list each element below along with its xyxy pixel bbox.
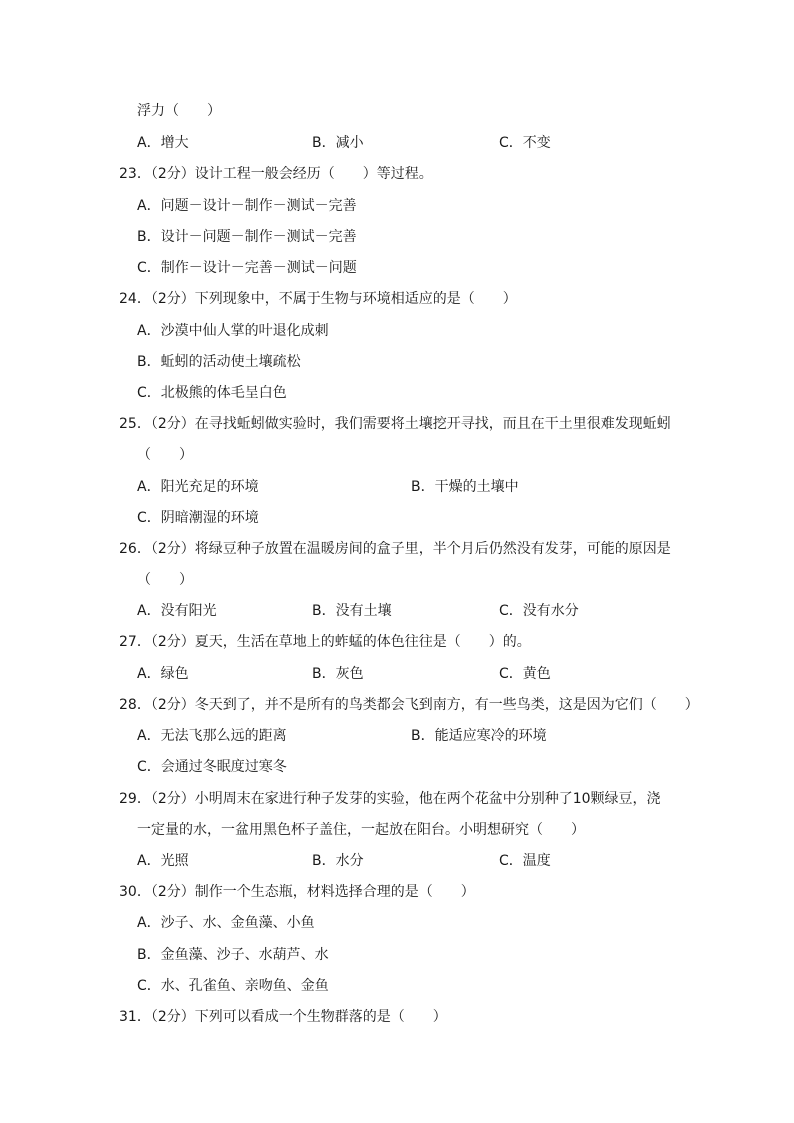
q29-option-b: B．水分 bbox=[312, 853, 364, 869]
q29-option-a: A．光照 bbox=[137, 853, 189, 869]
q28-option-c: C．会通过冬眠度过寒冬 bbox=[137, 759, 287, 775]
q28-option-b: B．能适应寒冷的环境 bbox=[411, 728, 547, 744]
q24-option-c: C．北极熊的体毛呈白色 bbox=[137, 385, 287, 401]
q23-option-a: A．问题－设计－制作－测试－完善 bbox=[137, 198, 357, 214]
q25-option-b: B．干燥的土壤中 bbox=[411, 479, 519, 495]
q30-option-a: A．沙子、水、金鱼藻、小鱼 bbox=[137, 915, 315, 931]
q30-option-c: C．水、孔雀鱼、亲吻鱼、金鱼 bbox=[137, 978, 329, 994]
question-31-stem: 31．（2分）下列可以看成一个生物群落的是（ ） bbox=[119, 1009, 447, 1025]
q27-option-b: B．灰色 bbox=[312, 666, 364, 682]
q22-option-b: B．减小 bbox=[312, 135, 364, 151]
q26-option-b: B．没有土壤 bbox=[312, 603, 392, 619]
q27-option-c: C．黄色 bbox=[499, 666, 551, 682]
q26-option-a: A．没有阳光 bbox=[137, 603, 217, 619]
q25-option-a: A．阳光充足的环境 bbox=[137, 479, 259, 495]
question-25-stem: 25．（2分）在寻找蚯蚓做实验时，我们需要将土壤挖开寻找，而且在干土里很难发现蚯蚓 bbox=[119, 416, 671, 432]
question-28-stem: 28．（2分）冬天到了，并不是所有的鸟类都会飞到南方，有一些鸟类，这是因为它们（ ） bbox=[119, 697, 699, 713]
q29-option-c: C．温度 bbox=[499, 853, 551, 869]
q24-option-a: A．沙漠中仙人掌的叶退化成刺 bbox=[137, 323, 329, 339]
q23-option-b: B．设计－问题－制作－测试－完善 bbox=[137, 229, 357, 245]
question-27-stem: 27．（2分）夏天，生活在草地上的蚱蜢的体色往往是（ ）的。 bbox=[119, 634, 531, 650]
question-29-stem: 29．（2分）小明周末在家进行种子发芽的实验，他在两个花盆中分别种了10颗绿豆，浇 bbox=[119, 791, 661, 807]
q27-option-a: A．绿色 bbox=[137, 666, 189, 682]
question-26-stem-cont: （ ） bbox=[137, 572, 193, 588]
q28-option-a: A．无法飞那么远的距离 bbox=[137, 728, 287, 744]
q23-option-c: C．制作－设计－完善－测试－问题 bbox=[137, 260, 357, 276]
question-23-stem: 23．（2分）设计工程一般会经历（ ）等过程。 bbox=[119, 166, 433, 182]
q26-option-c: C．没有水分 bbox=[499, 603, 579, 619]
question-29-stem-cont: 一定量的水，一盆用黑色杯子盖住，一起放在阳台。小明想研究（ ） bbox=[137, 822, 585, 838]
q25-option-c: C．阴暗潮湿的环境 bbox=[137, 510, 259, 526]
q22-option-a: A．增大 bbox=[137, 135, 189, 151]
question-24-stem: 24．（2分）下列现象中，不属于生物与环境相适应的是（ ） bbox=[119, 291, 517, 307]
question-30-stem: 30．（2分）制作一个生态瓶，材料选择合理的是（ ） bbox=[119, 884, 475, 900]
question-25-stem-cont: （ ） bbox=[137, 447, 193, 463]
q22-option-c: C．不变 bbox=[499, 135, 551, 151]
q30-option-b: B．金鱼藻、沙子、水葫芦、水 bbox=[137, 947, 329, 963]
question-26-stem: 26．（2分）将绿豆种子放置在温暖房间的盒子里，半个月后仍然没有发芽，可能的原因是 bbox=[119, 541, 671, 557]
q24-option-b: B．蚯蚓的活动使土壤疏松 bbox=[137, 354, 301, 370]
question-22-stem-tail: 浮力（ ） bbox=[137, 103, 221, 119]
